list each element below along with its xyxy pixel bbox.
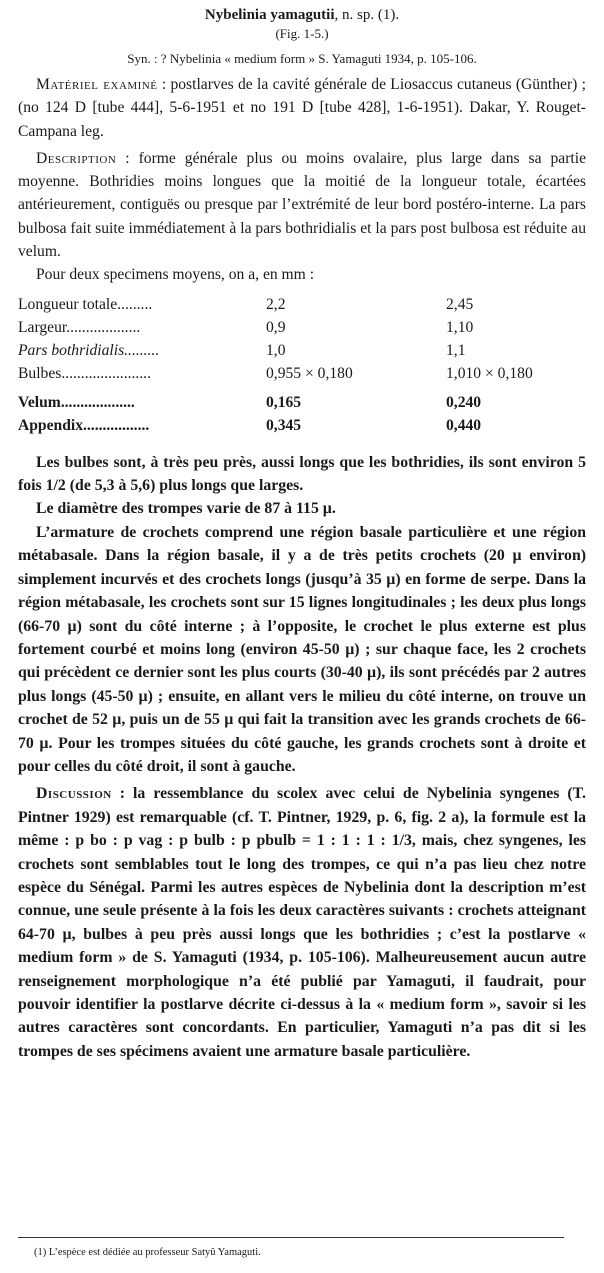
measurement-label: Velum................... bbox=[18, 393, 135, 411]
species-title bbox=[18, 6, 586, 25]
measurement-intro: Pour deux specimens moyens, on a, en mm : bbox=[36, 266, 315, 284]
measurement-row bbox=[18, 362, 533, 385]
footnote-divider bbox=[18, 1237, 564, 1238]
measurement-value-b: 0,240 bbox=[446, 393, 482, 411]
measurement-label: Bulbes....................... bbox=[18, 364, 151, 382]
measurement-value-a: 2,2 bbox=[266, 295, 286, 313]
description-text: : forme générale plus ou moins ovalaire, plus large dans sa partie moyenne. Bothridies moins longues que la moitié de la longueur totale, écartées antérieurement, contiguës ou presque par l’extrémité de leur bord postéro-interne. La pars bulbosa fait suite immédiatement à la pars bothridialis et la pars post bulbosa est réduite au velum. bbox=[18, 149, 586, 261]
footnote: (1) L’espèce est dédiée au professeur Satyû Yamaguti. bbox=[34, 1247, 261, 1258]
materiel-paragraph bbox=[18, 73, 586, 143]
measurement-row bbox=[18, 414, 533, 437]
bulbes-paragraph: Les bulbes sont, à très peu près, aussi longs que les bothridies, ils sont environ 5 fois 1/2 (de 5,3 à 5,6) plus longs que larges. bbox=[18, 453, 586, 495]
measurement-row bbox=[18, 316, 533, 339]
species-suffix: , n. sp. (1). bbox=[334, 7, 400, 23]
description-paragraph bbox=[18, 147, 586, 263]
materiel-label: Matériel examiné bbox=[36, 76, 158, 93]
measurement-value-b: 0,440 bbox=[446, 416, 482, 434]
measurement-value-a: 0,955 × 0,180 bbox=[266, 364, 353, 382]
measurement-value-a: 0,345 bbox=[266, 416, 302, 434]
measurement-value-a: 1,0 bbox=[266, 341, 286, 359]
description-label: Description bbox=[36, 149, 117, 167]
measurement-value-b: 1,1 bbox=[446, 341, 466, 359]
measurement-value-a: 0,9 bbox=[266, 318, 286, 336]
armature-paragraph: L’armature de crochets comprend une région basale particulière et une région métabasale. Dans la région basale, il y a de très petits crochets (20 µ environ) simplement incurvés et des crochets longs (jusqu’à 35 µ) en forme de serpe. Dans la région métabasale, les crochets sont sur 15 lignes longitudinales ; les deux plus longs (66-70 µ) sont du côté interne ; à l’opposite, le crochet le plus externe est plus fortement courbé et moins long (environ 45-50 µ) ; sur chaque face, les 2 crochets qui précèdent ce dernier sont les plus courts (30-40 µ), ils sont précédés par 2 autres plus longs (45-50 µ) ; ensuite, en allant vers le milieu du côté interne, on trouve un crochet de 52 µ, puis un de 55 µ qui fait la transition avec les grands crochets de 66-70 µ. Pour les trompes situées du côté gauche, les grands crochets sont à droite et pour celles du côté droit, il sont à gauche. bbox=[18, 523, 586, 775]
measurement-value-b: 1,010 × 0,180 bbox=[446, 364, 533, 382]
measurement-value-b: 2,45 bbox=[446, 295, 474, 313]
synonymy-line: Syn. : ? Nybelinia « medium form » S. Yamaguti 1934, p. 105-106. bbox=[127, 51, 477, 66]
measurement-label: Appendix................. bbox=[18, 416, 150, 434]
diametre-paragraph: Le diamètre des trompes varie de 87 à 115 µ. bbox=[36, 500, 336, 518]
species-name: Nybelinia yamagutii bbox=[204, 7, 335, 23]
measurement-value-a: 0,165 bbox=[266, 393, 302, 411]
discussion-paragraph bbox=[18, 782, 586, 1063]
measurement-table bbox=[18, 293, 533, 437]
measurement-label: Largeur................... bbox=[18, 318, 141, 336]
measurement-row bbox=[18, 293, 533, 316]
discussion-label: Discussion bbox=[36, 785, 112, 803]
materiel-text: : postlarves de la cavité générale de Liosaccus cutaneus (Günther) ; (no 124 D [tube 444], 5-6-1951 et no 191 D [tube 428], 1-6-1951). Dakar, Y. Rouget-Campana leg. bbox=[18, 76, 586, 140]
discussion-text: : la ressemblance du scolex avec celui de Nybelinia syngenes (T. Pintner 1929) est remarquable (cf. T. Pintner, 1929, p. 6, fig. 2 a), la formule est la même : p bo : p vag : p bulb : p pbulb = 1 : 1 : 1 : 1/3, mais, chez syngenes, les crochets sont semblables tout le long des trompes, ce qui n’a pas lieu chez notre espèce du Sénégal. Parmi les autres espèces de Nybelinia dont la description m’est connue, une seule présente à la fois les deux caractères suivants : crochets atteignant 64-70 µ, bulbes à peu près aussi longs que les bothridies ; c’est la postlarve « medium form » de S. Yamaguti (1934, p. 105-106). Malheureusement aucun autre renseignement morphologique n’a été publié par Yamaguti, il faudrait, pour pouvoir identifier la postlarve décrite ci-dessus à la « medium form », savoir si les autres caractères sont concordants. En particulier, Yamaguti n’a pas dit si les trompes de ses spécimens avaient une armature basale particulière. bbox=[18, 785, 586, 1060]
figure-reference: (Fig. 1-5.) bbox=[275, 26, 329, 41]
measurement-label: Longueur totale......... bbox=[18, 295, 153, 313]
measurement-value-b: 1,10 bbox=[446, 318, 474, 336]
measurement-row bbox=[18, 339, 533, 362]
measurement-label: Pars bothridialis......... bbox=[18, 341, 160, 359]
measurement-row bbox=[18, 385, 533, 414]
